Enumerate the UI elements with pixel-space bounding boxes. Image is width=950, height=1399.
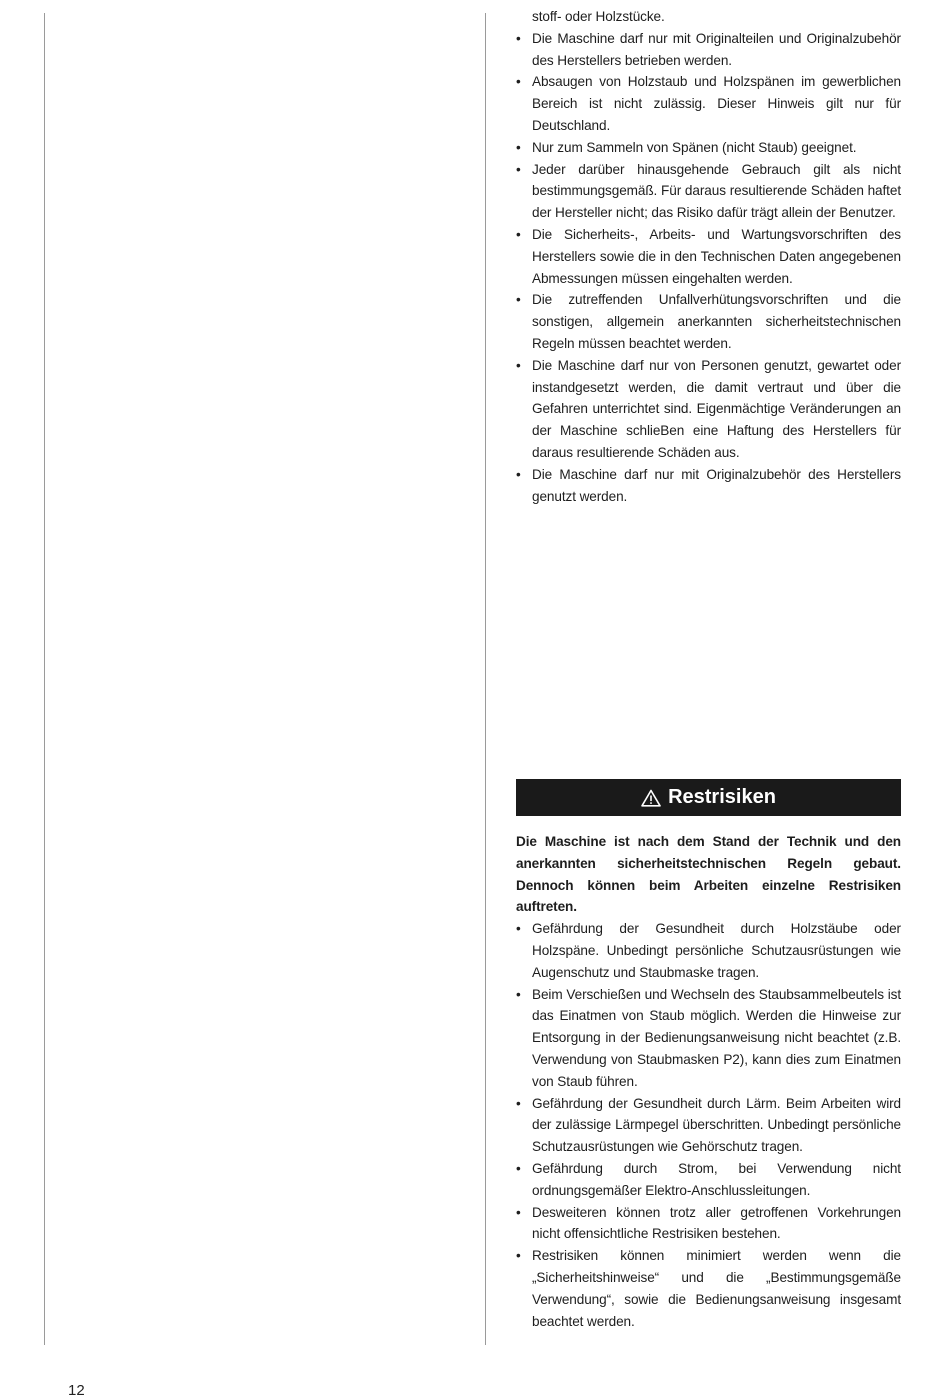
list-item: • Die zutreffenden Unfallverhütungsvorschriften und die sonstigen, allgemein anerkannten sicherheitstechnischen Regeln müssen beachtet werden.	[516, 289, 901, 354]
list-item: • Beim Verschießen und Wechseln des Staubsammelbeutels ist das Einatmen von Staub möglich. Werden die Hinweise zur Entsorgung in der Bedienungsanweisung nicht beachtet (z.B. Verwendung von Staubmasken P2), kann dies zum Einatmen von Staub führen.	[516, 984, 901, 1093]
list-item: • Die Maschine darf nur von Personen genutzt, gewartet oder instandgesetzt werden, die damit vertraut und über die Gefahren unterrichtet sind. Eigenmächtige Veränderungen an der Maschine schlieBen eine Haftung des Herstellers für daraus resultierende Schäden aus.	[516, 355, 901, 464]
list-item: • Gefährdung durch Strom, bei Verwendung nicht ordnungsgemäßer Elektro-Anschlussleitungen.	[516, 1158, 901, 1202]
bullet: •	[516, 921, 521, 937]
bullet: •	[516, 139, 521, 155]
bullet: •	[516, 357, 521, 373]
restrisiken-list	[516, 918, 901, 1332]
section-header-restrisiken	[516, 779, 901, 816]
bullet: •	[516, 161, 521, 177]
continued-text: stoff- oder Holzstücke.	[532, 9, 665, 24]
restrisiken-column	[516, 831, 901, 1332]
bullet: •	[516, 292, 521, 308]
restrisiken-intro: Die Maschine ist nach dem Stand der Technik und den anerkannten sicherheitstechnischen Regeln gebaut. Dennoch können beim Arbeiten einzelne Restrisiken auftreten.	[516, 834, 901, 915]
list-item: • Restrisiken können minimiert werden wenn die „Sicherheitshinweise“ und die „Bestimmungsgemäße Verwendung“, sowie die Bedienungsanweisung insgesamt beachtet werden.	[516, 1245, 901, 1332]
bullet: •	[516, 466, 521, 482]
usage-notes-list	[516, 28, 901, 508]
warning-triangle-icon	[641, 789, 661, 807]
page-number: 12	[68, 1382, 85, 1399]
bullet: •	[516, 1204, 521, 1220]
list-item: • Die Maschine darf nur mit Originalzubehör des Herstellers genutzt werden.	[516, 464, 901, 508]
usage-notes-column	[516, 6, 901, 507]
bullet: •	[516, 30, 521, 46]
list-item: • Gefährdung der Gesundheit durch Holzstäube oder Holzspäne. Unbedingt persönliche Schutzausrüstungen wie Augenschutz und Staubmaske tragen.	[516, 918, 901, 983]
list-item: • Die Maschine darf nur mit Originalteilen und Originalzubehör des Herstellers betrieben werden.	[516, 28, 901, 72]
bullet: •	[516, 1160, 521, 1176]
bullet: •	[516, 1248, 521, 1264]
left-margin-rule	[44, 13, 45, 1345]
list-item: • Gefährdung der Gesundheit durch Lärm. Beim Arbeiten wird der zulässige Lärmpegel überschritten. Unbedingt persönliche Schutzausrüstungen wie Gehörschutz tragen.	[516, 1093, 901, 1158]
column-divider-rule	[485, 13, 486, 1345]
bullet: •	[516, 1095, 521, 1111]
list-item: • Nur zum Sammeln von Spänen (nicht Staub) geeignet.	[516, 137, 901, 159]
section-title: Restrisiken	[668, 786, 776, 808]
bullet: •	[516, 74, 521, 90]
bullet: •	[516, 986, 521, 1002]
list-item: • Die Sicherheits-, Arbeits- und Wartungsvorschriften des Herstellers sowie die in den Technischen Daten angegebenen Abmessungen müssen eingehalten werden.	[516, 224, 901, 289]
list-item: • Jeder darüber hinausgehende Gebrauch gilt als nicht bestimmungsgemäß. Für daraus resultierende Schäden haftet der Hersteller nicht; das Risiko dafür trägt allein der Benutzer.	[516, 159, 901, 224]
list-item: • Absaugen von Holzstaub und Holzspänen im gewerblichen Bereich ist nicht zulässig. Dieser Hinweis gilt nur für Deutschland.	[516, 71, 901, 136]
bullet: •	[516, 226, 521, 242]
list-item: • Desweiteren können trotz aller getroffenen Vorkehrungen nicht offensichtliche Restrisiken bestehen.	[516, 1202, 901, 1246]
